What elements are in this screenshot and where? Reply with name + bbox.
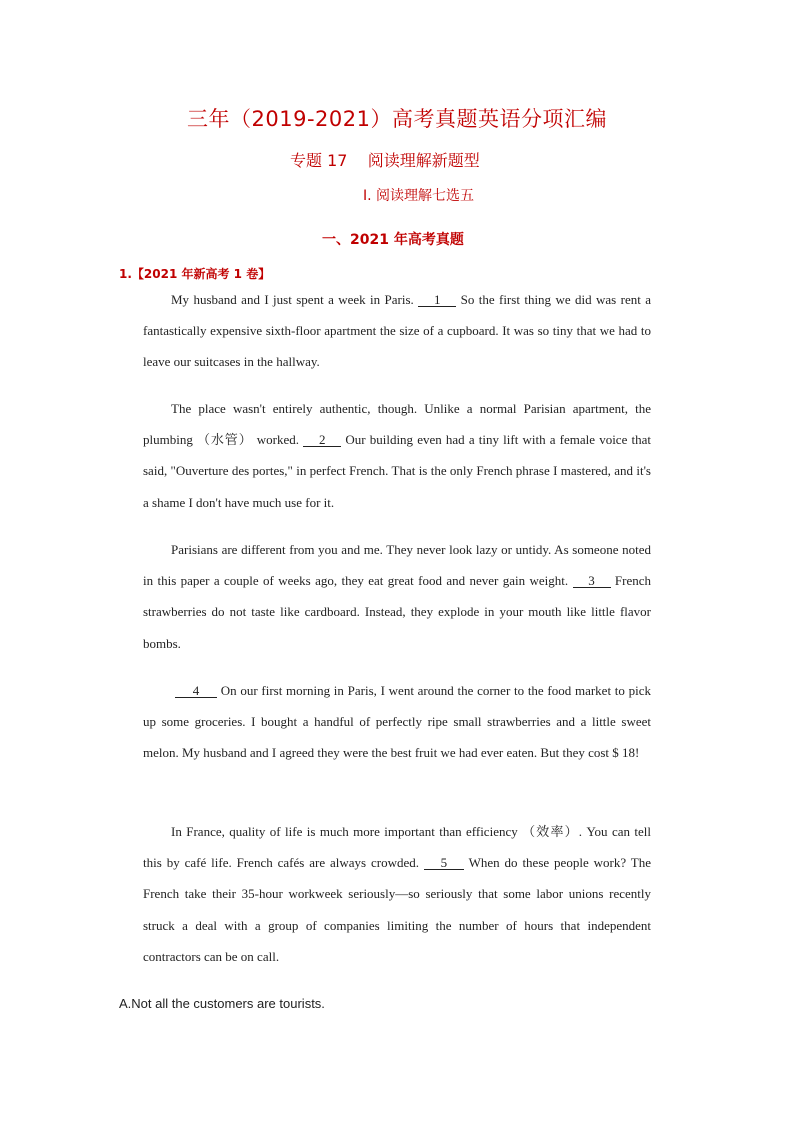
topic-subtitle: 专题 17 阅读理解新题型 <box>290 151 480 170</box>
answer-blank: 1 <box>418 293 456 307</box>
passage-paragraph <box>143 284 651 378</box>
answer-blank: 3 <box>573 574 611 588</box>
document-title: 三年（2019-2021）高考真题英语分项汇编 <box>187 107 607 131</box>
answer-blank: 2 <box>303 433 341 447</box>
subsection-heading: I. 阅读理解七选五 <box>363 188 475 204</box>
answer-blank: 4 <box>175 684 217 698</box>
section-heading: 一、2021 年高考真题 <box>322 232 464 248</box>
passage-paragraph <box>143 675 651 769</box>
paragraph-text: In France, quality of life is much more important than efficiency （效率）. You can tell this by café life. French cafés are always crowded. <box>143 824 651 871</box>
passage-paragraph <box>143 534 651 659</box>
answer-blank: 5 <box>424 856 464 870</box>
paragraph-text: The place wasn't entirely authentic, though. Unlike a normal Parisian apartment, the plumbing （水管） worked. <box>143 401 651 448</box>
paragraph-text: French strawberries do not taste like cardboard. Instead, they explode in your mouth like little flavor bombs. <box>143 573 651 651</box>
passage-paragraph <box>143 393 651 518</box>
passage-paragraph <box>143 816 651 972</box>
paragraph-text: Our building even had a tiny lift with a female voice that said, "Ouverture des portes," in perfect French. That is the only French phrase I mastered, and it's a shame I don't have much use for it. <box>143 432 651 510</box>
question-heading: 1.【2021 年新高考 1 卷】 <box>119 267 271 281</box>
paragraph-text: When do these people work? The French take their 35-hour workweek seriously—so seriously that some labor unions recently struck a deal with a group of companies limiting the number of hours that independent contractors can be on call. <box>143 855 651 964</box>
paragraph-text: So the first thing we did was rent a fantastically expensive sixth-floor apartment the size of a cupboard. It was so tiny that we had to leave our suitcases in the hallway. <box>143 292 651 370</box>
paragraph-text: On our first morning in Paris, I went around the corner to the food market to pick up some groceries. I bought a handful of perfectly ripe small strawberries and a little sweet melon. My husband and I agreed they were the best fruit we had ever eaten. But they cost $ 18! <box>143 683 651 761</box>
answer-option: A.Not all the customers are tourists. <box>119 996 325 1011</box>
paragraph-text: Parisians are different from you and me. They never look lazy or untidy. As someone noted in this paper a couple of weeks ago, they eat great food and never gain weight. <box>143 542 651 589</box>
paragraph-text: My husband and I just spent a week in Paris. <box>171 292 419 307</box>
